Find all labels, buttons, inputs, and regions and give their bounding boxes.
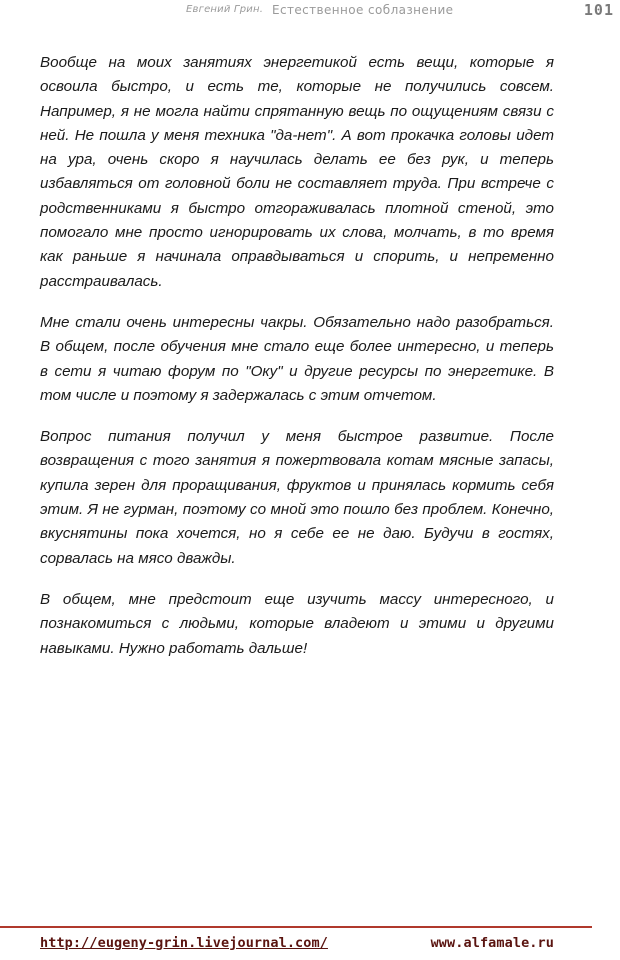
footer-site-link[interactable]: www.alfamale.ru [430, 935, 554, 951]
page-number: 101 [583, 1, 614, 19]
footer-divider [0, 926, 592, 928]
paragraph: Вопрос питания получил у меня быстрое развитие. После возвращения с того занятия я пожертвовала котам мясные запасы, купила зерен для проращивания, фруктов и принялась кормить себя этим. Я не гурман, поэтому со мной это пошло без проблем. Конечно, вкуснятины пока хочется, но я себе ее не даю. Будучи в гостях, сорвалась на мясо дважды. [40, 428, 554, 567]
paragraph: Мне стали очень интересны чакры. Обязательно надо разобраться. В общем, после обучения мне стало еще более интересно, и теперь в сети я читаю форум по "Оку" и другие ресурсы по энергетике. В том числе и поэтому я задержалась с этим отчетом. [40, 313, 554, 404]
header-book-title: Естественное соблазнение [272, 3, 454, 17]
header-author: Евгений Грин. [186, 4, 264, 15]
page-body [40, 51, 554, 678]
paragraph: Вообще на моих занятиях энергетикой есть вещи, которые я освоила быстро, и есть те, которые не получились совсем. Например, я не могла найти спрятанную вещь по ощущениям связи с ней. Не пошла у меня техника "да-нет". А вот прокачка головы идет на ура, очень скоро я научилась делать ее без рук, и теперь избавляться от головной боли не составляет труда. При встрече с родственниками я быстро отгораживалась плотной стеной, это помогало мне просто игнорировать их слова, молчать, в то время как раньше я начинала оправдываться и спорить, и непременно расстраивалась. [40, 54, 554, 290]
footer-livejournal-link[interactable]: http://eugeny-grin.livejournal.com/ [40, 935, 328, 951]
paragraph: В общем, мне предстоит еще изучить массу интересного, и познакомиться с людьми, которые владеют и этими и другими навыками. Нужно работать дальше! [40, 590, 554, 657]
page-header [0, 0, 620, 26]
